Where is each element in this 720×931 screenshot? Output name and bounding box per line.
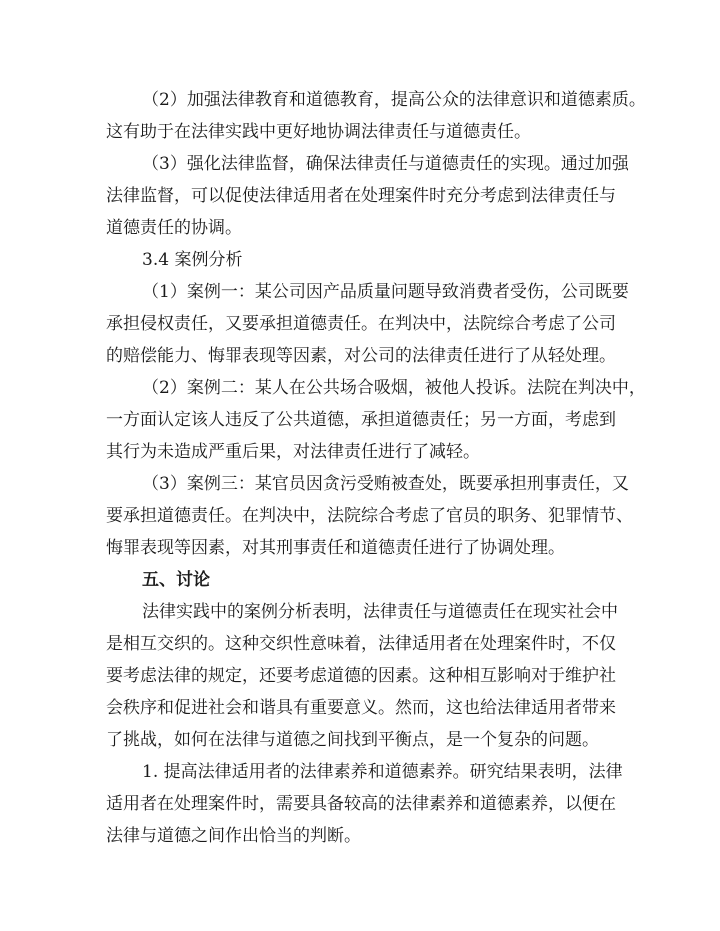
text-line: 要承担道德责任。在判决中，法院综合考虑了官员的职务、犯罪情节、	[106, 506, 633, 526]
text-line: 法律监督，可以促使法律适用者在处理案件时充分考虑到法律责任与	[106, 186, 616, 206]
text-line: 道德责任的协调。	[106, 218, 242, 238]
text-line: 1. 提高法律适用者的法律素养和道德素养。研究结果表明，法律	[142, 762, 623, 782]
text-line: 法律与道德之间作出恰当的判断。	[106, 826, 361, 846]
text-line: 法律实践中的案例分析表明，法律责任与道德责任在现实社会中	[142, 602, 618, 622]
section-heading: 五、讨论	[142, 570, 210, 590]
section-heading: 3.4 案例分析	[142, 250, 243, 270]
text-line: 一方面认定该人违反了公共道德，承担道德责任；另一方面，考虑到	[106, 410, 616, 430]
text-line: （3）案例三：某官员因贪污受贿被查处，既要承担刑事责任，又	[142, 474, 629, 494]
text-line: 是相互交织的。这种交织性意味着，法律适用者在处理案件时，不仅	[106, 634, 616, 654]
text-line: （2）加强法律教育和道德教育，提高公众的法律意识和道德素质。	[142, 90, 646, 110]
text-line: （2）案例二：某人在公共场合吸烟，被他人投诉。法院在判决中，	[142, 378, 646, 398]
text-line: 其行为未造成严重后果，对法律责任进行了减轻。	[106, 442, 480, 462]
text-line: 的赔偿能力、悔罪表现等因素，对公司的法律责任进行了从轻处理。	[106, 346, 616, 366]
text-line: 适用者在处理案件时，需要具备较高的法律素养和道德素养，以便在	[106, 794, 616, 814]
text-line: （1）案例一：某公司因产品质量问题导致消费者受伤，公司既要	[142, 282, 629, 302]
text-line: 悔罪表现等因素，对其刑事责任和道德责任进行了协调处理。	[106, 538, 565, 558]
text-line: 承担侵权责任，又要承担道德责任。在判决中，法院综合考虑了公司	[106, 314, 616, 334]
text-line: 要考虑法律的规定，还要考虑道德的因素。这种相互影响对于维护社	[106, 666, 616, 686]
text-line: 了挑战，如何在法律与道德之间找到平衡点，是一个复杂的问题。	[106, 730, 599, 750]
text-line: 这有助于在法律实践中更好地协调法律责任与道德责任。	[106, 122, 531, 142]
text-line: 会秩序和促进社会和谐具有重要意义。然而，这也给法律适用者带来	[106, 698, 616, 718]
text-line: （3）强化法律监督，确保法律责任与道德责任的实现。通过加强	[142, 154, 629, 174]
